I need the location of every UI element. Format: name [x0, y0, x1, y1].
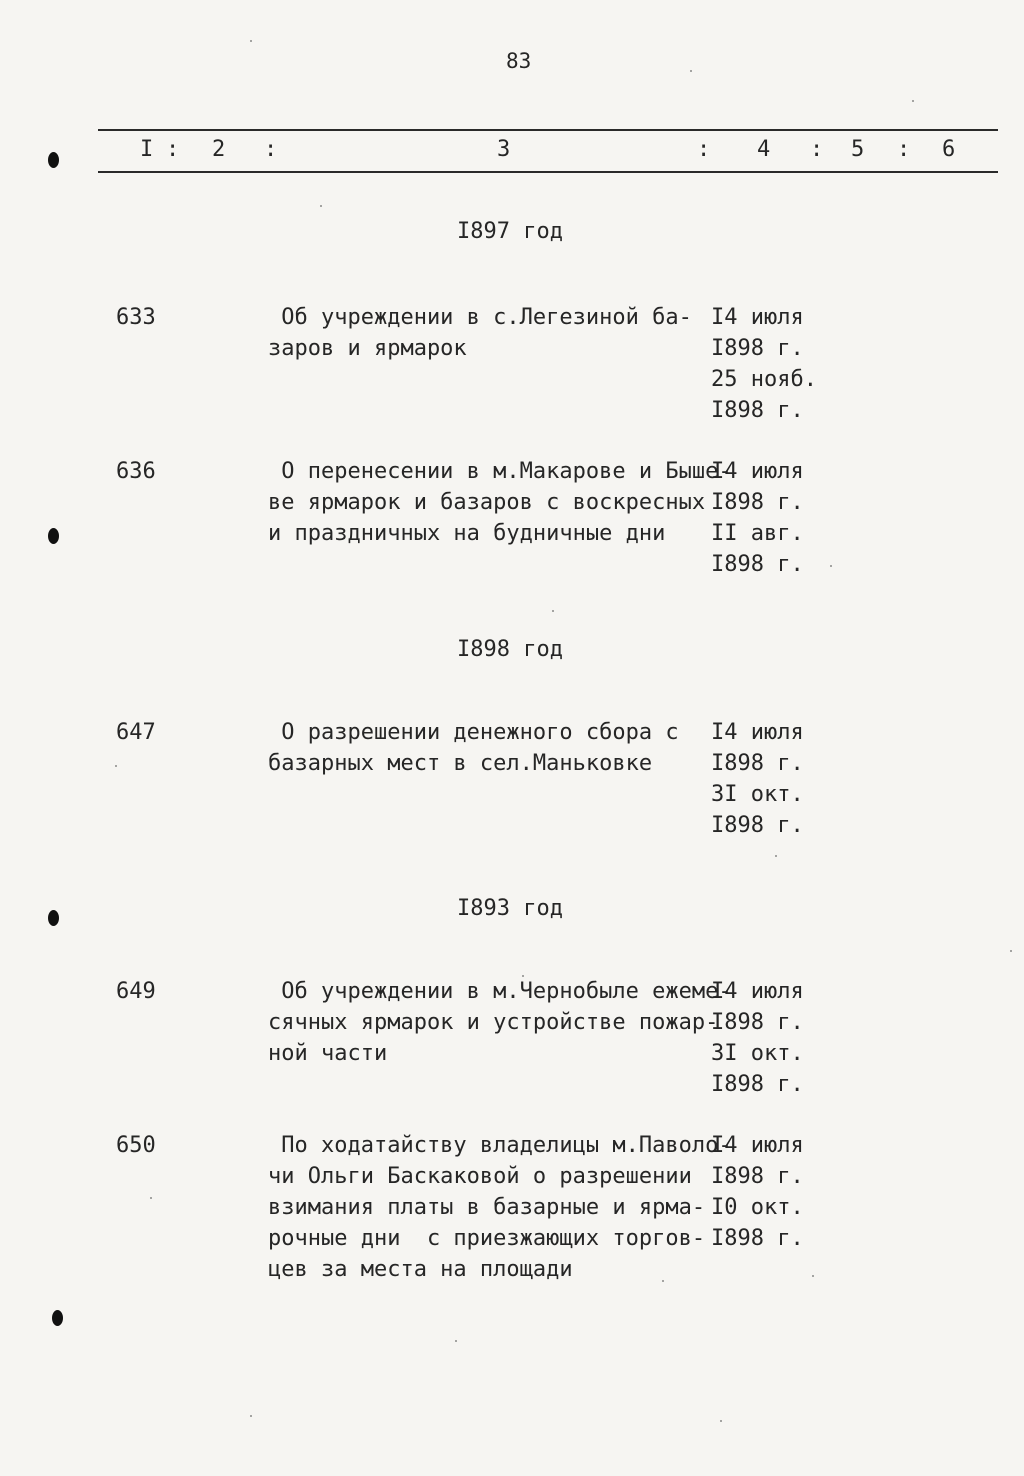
entry-date: I4 июля	[711, 1133, 804, 1158]
entry-number: 647	[116, 720, 156, 745]
entry-date: I898 г.	[711, 552, 804, 577]
entry-description-line: О перенесении в м.Макарове и Быше-	[268, 459, 732, 484]
entry-number: 650	[116, 1133, 156, 1158]
entry-description-line: По ходатайству владелицы м.Паволо-	[268, 1133, 732, 1158]
scan-speck	[115, 765, 117, 767]
header-rule-top	[98, 129, 998, 131]
entry-description-line: базарных мест в сел.Маньковке	[268, 751, 653, 776]
scan-speck	[662, 1280, 664, 1282]
year-heading: I893 год	[457, 896, 563, 921]
entry-description-line: заров и ярмарок	[268, 336, 467, 361]
scan-speck	[812, 1275, 814, 1277]
entry-description-line: цев за места на площади	[268, 1257, 573, 1282]
entry-date: I898 г.	[711, 1226, 804, 1251]
entry-description-line: ной части	[268, 1041, 388, 1066]
punch-hole-4	[52, 1310, 63, 1326]
column-header-2: 2	[212, 137, 226, 162]
entry-description-line: взимания платы в базарные и ярма-	[268, 1195, 706, 1220]
punch-hole-2	[48, 528, 59, 544]
entry-description-line: ве ярмарок и базаров с воскресных	[268, 490, 706, 515]
entry-number: 649	[116, 979, 156, 1004]
punch-hole-1	[48, 152, 59, 168]
column-header-3: 3	[497, 137, 511, 162]
entry-number: 636	[116, 459, 156, 484]
entry-date: I4 июля	[711, 305, 804, 330]
year-heading: I897 год	[457, 219, 563, 244]
entry-description-line: сячных ярмарок и устройстве пожар-	[268, 1010, 719, 1035]
entry-date: I4 июля	[711, 720, 804, 745]
entry-description-line: рочные дни с приезжающих торгов-	[268, 1226, 706, 1251]
entry-date: I898 г.	[711, 1072, 804, 1097]
scan-speck	[250, 1415, 252, 1417]
year-heading: I898 год	[457, 637, 563, 662]
header-rule-bottom	[98, 171, 998, 173]
column-header-5: 5	[851, 137, 865, 162]
column-separator: :	[264, 137, 278, 162]
page-number: 83	[506, 49, 532, 73]
scan-speck	[720, 1420, 722, 1422]
scan-speck	[830, 565, 832, 567]
entry-date: I898 г.	[711, 1164, 804, 1189]
entry-date: I0 окт.	[711, 1195, 804, 1220]
entry-number: 633	[116, 305, 156, 330]
column-separator: :	[166, 137, 180, 162]
entry-description-line: Об учреждении в м.Чернобыле ежеме-	[268, 979, 732, 1004]
entry-description-line: Об учреждении в с.Легезиной ба-	[268, 305, 692, 330]
entry-date: 3I окт.	[711, 782, 804, 807]
scan-speck	[1010, 950, 1012, 952]
entry-date: I4 июля	[711, 979, 804, 1004]
scan-speck	[250, 40, 252, 42]
entry-date: I898 г.	[711, 398, 804, 423]
scan-speck	[320, 205, 322, 207]
entry-date: I898 г.	[711, 813, 804, 838]
entry-date: I898 г.	[711, 336, 804, 361]
entry-description-line: О разрешении денежного сбора с	[268, 720, 679, 745]
entry-date: 25 нояб.	[711, 367, 817, 392]
column-separator: :	[697, 137, 711, 162]
column-header-4: 4	[757, 137, 771, 162]
column-separator: :	[897, 137, 911, 162]
column-header-6: 6	[942, 137, 956, 162]
entry-date: I898 г.	[711, 751, 804, 776]
entry-date: 3I окт.	[711, 1041, 804, 1066]
entry-description-line: и праздничных на будничные дни	[268, 521, 666, 546]
punch-hole-3	[48, 910, 59, 926]
scan-speck	[775, 855, 777, 857]
scan-speck	[455, 1340, 457, 1342]
scan-speck	[912, 100, 914, 102]
column-header-1: I	[140, 137, 154, 162]
scan-speck	[552, 610, 554, 612]
scan-speck	[690, 70, 692, 72]
entry-date: II авг.	[711, 521, 804, 546]
column-separator: :	[810, 137, 824, 162]
scan-speck	[150, 1197, 152, 1199]
entry-date: I898 г.	[711, 1010, 804, 1035]
entry-date: I898 г.	[711, 490, 804, 515]
entry-date: I4 июля	[711, 459, 804, 484]
entry-description-line: чи Ольги Баскаковой о разрешении	[268, 1164, 692, 1189]
